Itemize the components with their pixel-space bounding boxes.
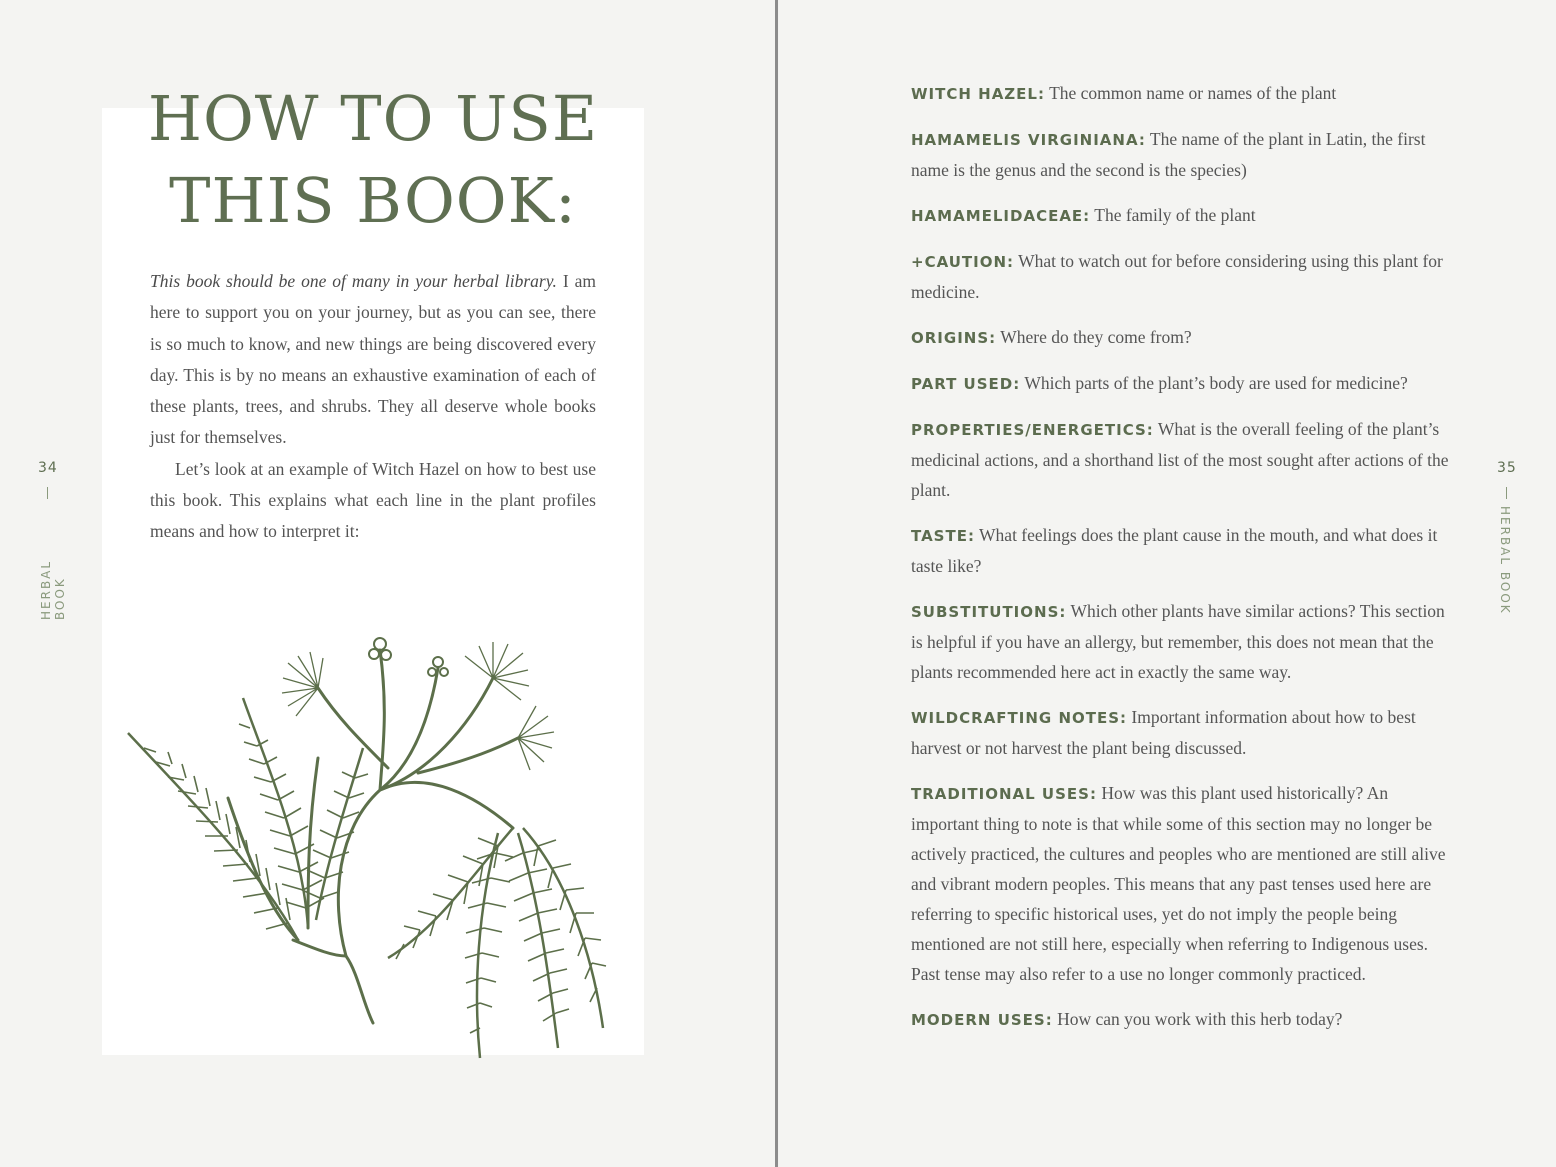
folio-left <box>30 450 70 620</box>
book-gutter <box>775 0 778 1167</box>
intro-body: I am here to support you on your journey, but as you can see, there is so much to know, and new things are being discovered every day. This is by no means an exhaustive examination of each of these plants, trees, and shrubs. They all deserve whole books just for themselves. <box>150 271 596 448</box>
entry-taste <box>911 520 1456 581</box>
entry-term: MODERN USES: <box>911 1011 1053 1029</box>
entry-term: HAMAMELIS VIRGINIANA: <box>911 131 1146 149</box>
entry-part-used <box>911 368 1456 399</box>
folio-right <box>1490 450 1530 620</box>
entry-text: How can you work with this herb today? <box>1057 1009 1343 1029</box>
title-line-2: THIS BOOK: <box>169 164 577 237</box>
entry-wildcrafting <box>911 702 1456 763</box>
entry-list <box>911 78 1456 1050</box>
entry-traditional-uses <box>911 778 1456 989</box>
entry-text: What to watch out for before considering using this plant for medicine. <box>911 251 1443 302</box>
witch-hazel-illustration-icon <box>118 628 618 1088</box>
entry-text: The common name or names of the plant <box>1049 83 1337 103</box>
running-head-right: HERBAL BOOK <box>1498 506 1512 615</box>
entry-text: What feelings does the plant cause in the mouth, and what does it taste like? <box>911 525 1438 576</box>
entry-text: How was this plant used historically? An important thing to note is that while some of this section may no longer be actively practiced, the cultures and peoples who are mentioned are still alive and vibrant modern peoples. This means that any past tenses used here are referring to specific historical uses, yet do not imply the people being mentioned are not still here, especially when referring to Indigenous uses. Past tense may also refer to a use no longer commonly practiced. <box>911 783 1446 984</box>
entry-caution <box>911 246 1456 307</box>
entry-text: The name of the plant in Latin, the first name is the genus and the second is the species) <box>911 129 1426 180</box>
entry-term: ORIGINS: <box>911 329 997 347</box>
entry-term: WITCH HAZEL: <box>911 85 1045 103</box>
entry-text: Which parts of the plant’s body are used for medicine? <box>1024 373 1408 393</box>
page-number-right: 35 <box>1497 460 1517 476</box>
entry-term: PROPERTIES/ENERGETICS: <box>911 421 1154 439</box>
entry-term: +CAUTION: <box>911 253 1015 271</box>
entry-properties <box>911 414 1456 505</box>
entry-common-name <box>911 78 1456 109</box>
intro-paragraph-2: Let’s look at an example of Witch Hazel on how to best use this book. This explains what each line in the plant profiles means and how to interpret it: <box>150 458 596 542</box>
entry-term: PART USED: <box>911 375 1021 393</box>
intro-text <box>150 266 596 548</box>
title-line-1: HOW TO USE <box>147 82 599 155</box>
page-title <box>102 78 644 242</box>
entry-term: HAMAMELIDACEAE: <box>911 207 1091 225</box>
entry-origins <box>911 322 1456 353</box>
entry-term: TASTE: <box>911 527 975 545</box>
folio-divider <box>47 487 48 499</box>
entry-text: The family of the plant <box>1094 205 1256 225</box>
entry-text: Important information about how to best harvest or not harvest the plant being discussed. <box>911 707 1416 758</box>
entry-latin-name <box>911 124 1456 185</box>
running-head-left: HERBAL BOOK <box>39 559 67 620</box>
entry-family <box>911 200 1456 231</box>
page-number-left: 34 <box>38 460 58 476</box>
folio-divider <box>1506 487 1507 499</box>
entry-text: Where do they come from? <box>1000 327 1192 347</box>
entry-substitutions <box>911 596 1456 687</box>
intro-lead: This book should be one of many in your herbal library. <box>150 271 557 291</box>
entry-modern-uses <box>911 1004 1456 1035</box>
entry-term: TRADITIONAL USES: <box>911 785 1097 803</box>
entry-term: SUBSTITUTIONS: <box>911 603 1067 621</box>
entry-term: WILDCRAFTING NOTES: <box>911 709 1128 727</box>
entry-text: Which other plants have similar actions? This section is helpful if you have an allergy, but remember, this does not mean that the plants recommended here act in exactly the same way. <box>911 601 1445 682</box>
entry-text: What is the overall feeling of the plant’s medicinal actions, and a shorthand list of the most sought after actions of the plant. <box>911 419 1449 500</box>
